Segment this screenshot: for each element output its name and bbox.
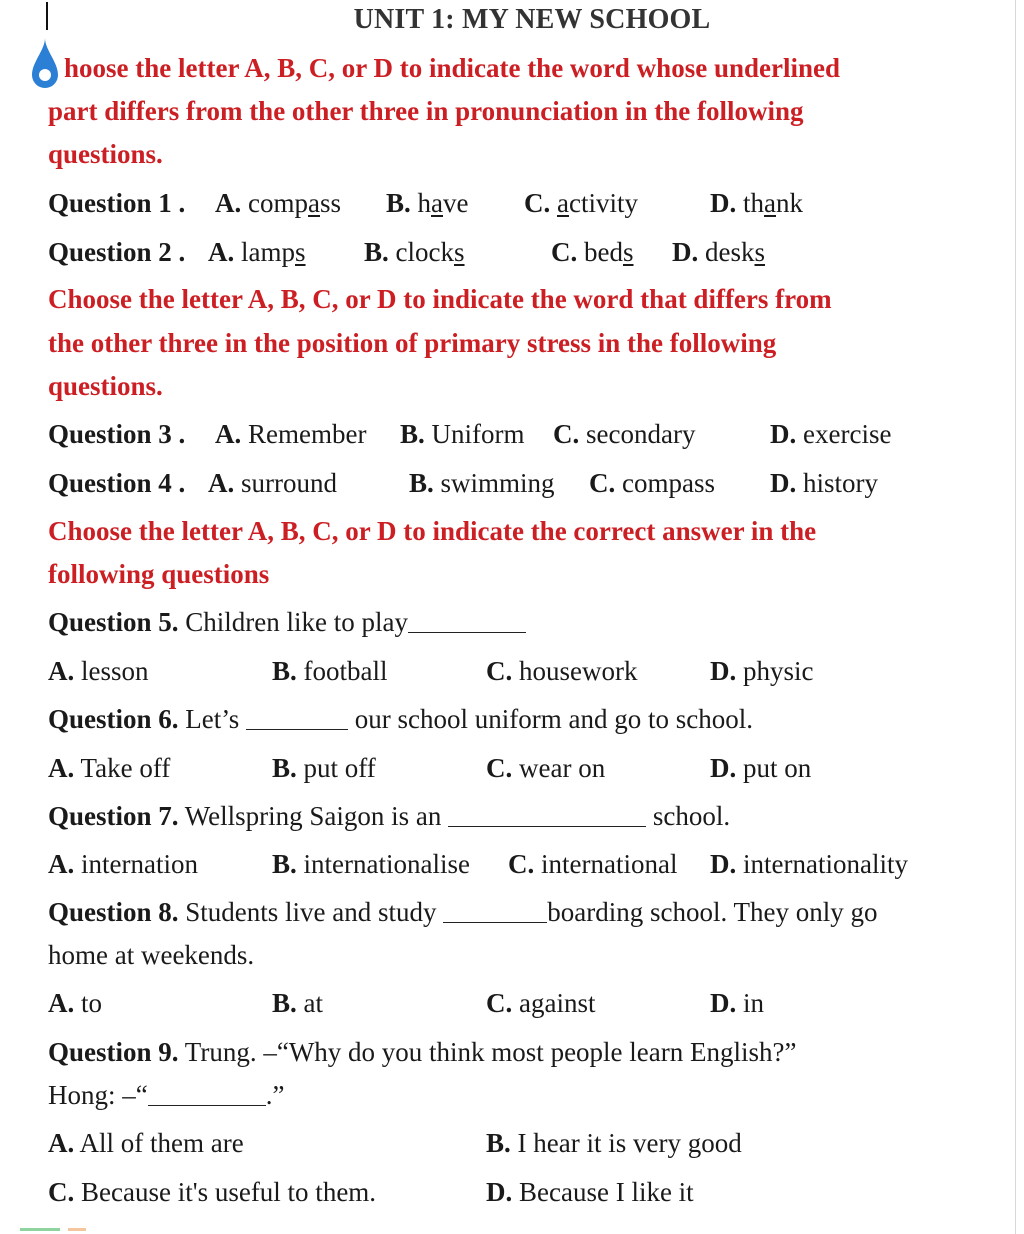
bottom-edge-decoration: [16, 1226, 96, 1232]
instruction-stress-line-2: the other three in the position of primary stress in the following: [48, 328, 777, 358]
question-9-option-b[interactable]: B. I hear it is very good: [486, 1128, 742, 1158]
question-9-option-d[interactable]: D. Because I like it: [486, 1177, 694, 1207]
question-8-option-c[interactable]: C. against: [486, 988, 596, 1018]
question-1-option-b[interactable]: B. have: [386, 188, 469, 218]
question-2-option-a[interactable]: A. lamps: [208, 237, 306, 267]
question-6-stem: Question 6. Let’s our school uniform and go to school.: [48, 704, 753, 734]
question-3-label: Question 3 .: [48, 419, 186, 449]
question-4-option-b[interactable]: B. swimming: [409, 468, 555, 498]
question-1-label: Question 1 .: [48, 188, 186, 218]
question-9-reply: Hong: –“ .”: [48, 1080, 285, 1110]
question-7-option-b[interactable]: B. internationalise: [272, 849, 470, 879]
question-8-blank[interactable]: [443, 896, 547, 923]
question-8-stem: Question 8. Students live and study boarding school. They only go: [48, 897, 878, 927]
question-5-option-d[interactable]: D. physic: [710, 656, 814, 686]
question-9-stem: Question 9. Trung. –“Why do you think most people learn English?”: [48, 1037, 797, 1067]
question-8-option-a[interactable]: A. to: [48, 988, 103, 1018]
instruction-stress-line-3: questions.: [48, 371, 163, 401]
question-5-stem: Question 5. Children like to play: [48, 606, 526, 638]
page-border: [1015, 0, 1016, 1234]
question-5-option-c[interactable]: C. housework: [486, 656, 638, 686]
question-8-option-b[interactable]: B. at: [272, 988, 324, 1018]
question-1-option-a[interactable]: A. compass: [215, 188, 341, 218]
question-4-label: Question 4 .: [48, 468, 186, 498]
question-9-blank[interactable]: [148, 1079, 266, 1106]
question-7-stem: Question 7. Wellspring Saigon is an school.: [48, 801, 731, 831]
question-6-option-a[interactable]: A. Take off: [48, 753, 171, 783]
drop-handle-icon[interactable]: [30, 38, 60, 90]
question-2-option-d[interactable]: D. desks: [672, 237, 766, 267]
question-6-option-b[interactable]: B. put off: [272, 753, 376, 783]
question-4-option-c[interactable]: C. compass: [589, 468, 715, 498]
question-2-label: Question 2 .: [48, 237, 186, 267]
question-5-option-a[interactable]: A. lesson: [48, 656, 149, 686]
question-7-blank[interactable]: [448, 800, 646, 827]
question-8-stem-line-2: home at weekends.: [48, 940, 255, 970]
instruction-pronunciation-line-1: hoose the letter A, B, C, or D to indicate the word whose underlined: [64, 53, 840, 83]
question-5-option-b[interactable]: B. football: [272, 656, 388, 686]
page-title: UNIT 1: MY NEW SCHOOL: [353, 4, 711, 35]
question-1-option-d[interactable]: D. thank: [710, 188, 803, 218]
question-7-option-d[interactable]: D. internationality: [710, 849, 908, 879]
question-6-blank[interactable]: [246, 703, 348, 730]
question-3-option-a[interactable]: A. Remember: [215, 419, 367, 449]
question-7-option-c[interactable]: C. international: [508, 849, 678, 879]
instruction-stress-line-1: Choose the letter A, B, C, or D to indicate the word that differs from: [48, 284, 832, 314]
instruction-pronunciation-line-3: questions.: [48, 139, 163, 169]
question-3-option-c[interactable]: C. secondary: [553, 419, 696, 449]
question-4-option-a[interactable]: A. surround: [208, 468, 337, 498]
question-5-blank[interactable]: [408, 606, 526, 633]
question-3-option-b[interactable]: B. Uniform: [400, 419, 525, 449]
question-8-option-d[interactable]: D. in: [710, 988, 765, 1018]
instruction-pronunciation-line-2: part differs from the other three in pronunciation in the following: [48, 96, 804, 126]
question-9-option-a[interactable]: A. All of them are: [48, 1128, 244, 1158]
instruction-answers-line-2: following questions: [48, 559, 270, 589]
question-6-option-c[interactable]: C. wear on: [486, 753, 606, 783]
question-7-option-a[interactable]: A. internation: [48, 849, 198, 879]
question-2-option-b[interactable]: B. clocks: [364, 237, 465, 267]
question-4-option-d[interactable]: D. history: [770, 468, 879, 498]
question-3-option-d[interactable]: D. exercise: [770, 419, 892, 449]
question-2-option-c[interactable]: C. beds: [551, 237, 634, 267]
question-6-option-d[interactable]: D. put on: [710, 753, 812, 783]
question-1-option-c[interactable]: C. activity: [524, 188, 638, 218]
instruction-answers-line-1: Choose the letter A, B, C, or D to indicate the correct answer in the: [48, 516, 817, 546]
question-9-option-c[interactable]: C. Because it's useful to them.: [48, 1177, 377, 1207]
